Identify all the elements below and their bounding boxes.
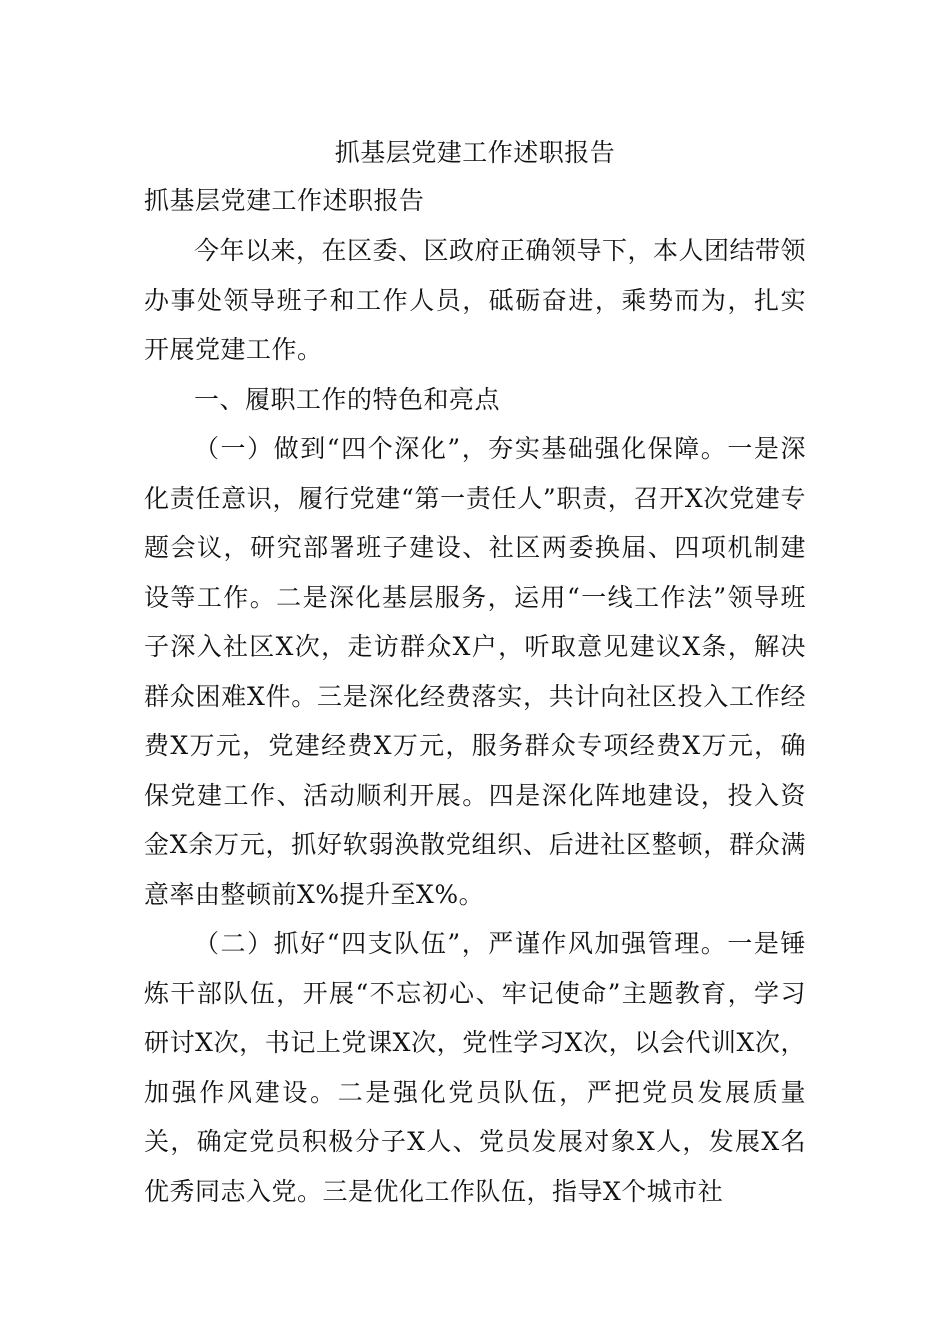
paragraph-section-1-1: （一）做到“四个深化”，夯实基础强化保障。一是深化责任意识，履行党建“第一责任人”职责，召开X次党建专题会议，研究部署班子建设、社区两委换届、四项机制建设等工作。二是深化基层服务，运用“一线工作法”领导班子深入社区X次，走访群众X户，听取意见建议X条，解决群众困难X件。三是深化经费落实，共计向社区投入工作经费X万元，党建经费X万元，服务群众专项经费X万元，确保党建工作、活动顺利开展。四是深化阵地建设，投入资金X余万元，抓好软弱涣散党组织、后进社区整顿，群众满意率由整顿前X%提升至X%。: [144, 434, 806, 909]
document-subtitle: 抓基层党建工作述职报告: [144, 186, 425, 215]
paragraph-section-1-2: （二）抓好“四支队伍”，严谨作风加强管理。一是锤炼干部队伍，开展“不忘初心、牢记使命”主题教育，学习研讨X次，书记上党课X次，党性学习X次，以会代训X次，加强作风建设。二是强化党员队伍，严把党员发展质量关，确定党员积极分子X人、党员发展对象X人，发展X名优秀同志入党。三是优化工作队伍，指导X个城市社: [144, 929, 806, 1206]
document-title: 抓基层党建工作述职报告: [334, 138, 616, 167]
section-heading-1: 一、履职工作的特色和亮点: [194, 384, 501, 414]
paragraph-intro: 今年以来，在区委、区政府正确领导下，本人团结带领办事处领导班子和工作人员，砥砺奋进，乘势而为，扎实开展党建工作。: [144, 236, 807, 364]
document-body: [144, 226, 806, 1216]
